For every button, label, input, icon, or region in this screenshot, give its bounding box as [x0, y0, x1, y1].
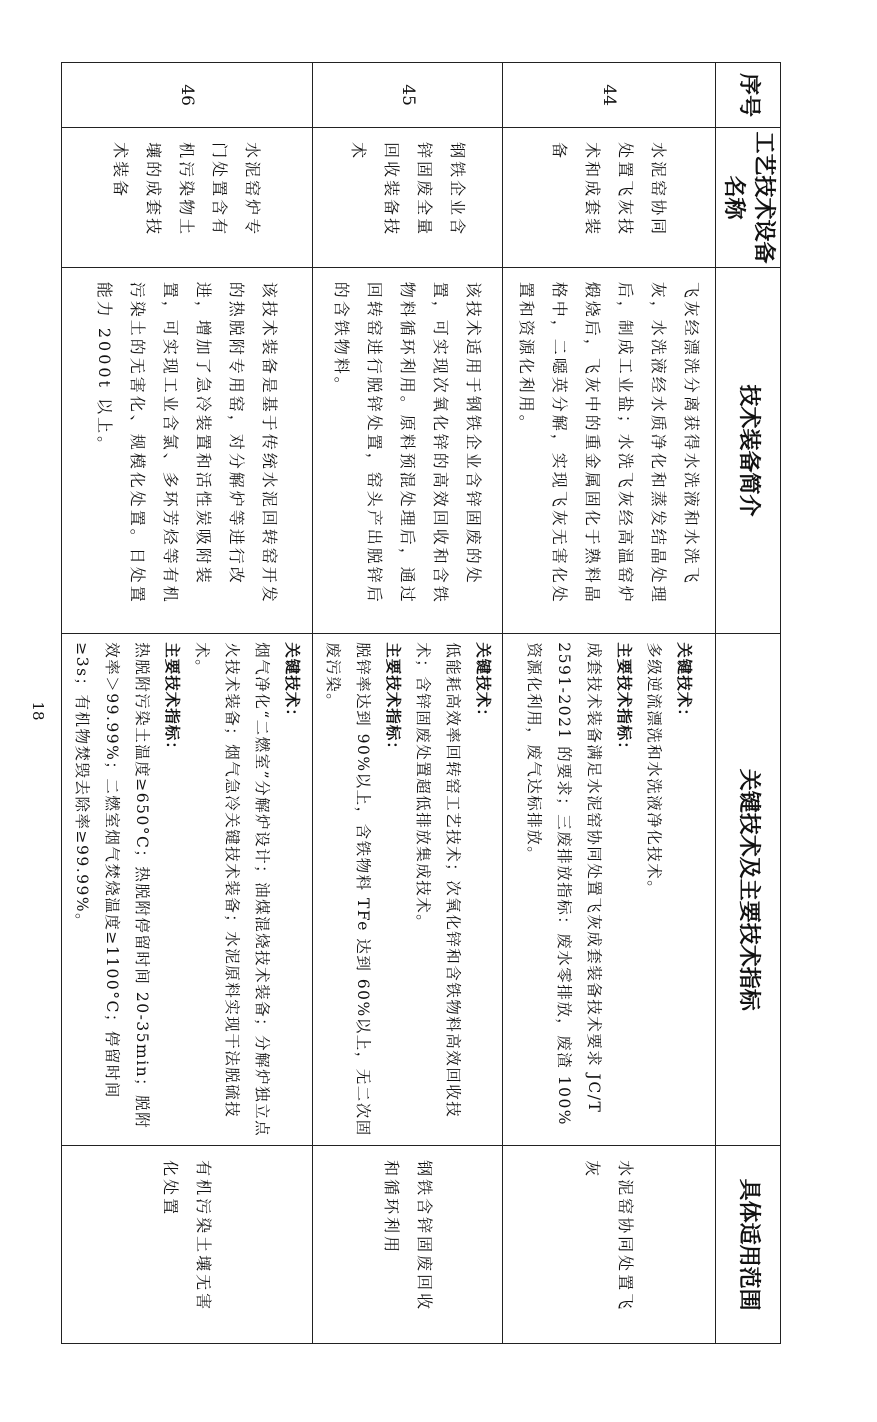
row-intro: 该技术装备是基于传统水泥回转窑开发的热脱附专用窑，对分解炉等进行改进，增加了急冷装置和活性炭吸附装置，可实现工业含氯、多环芳烃等有机污染土的无害化、规模化处置。日处置能力 2000t 以上。 — [94, 281, 279, 605]
row-no: 44 — [503, 63, 716, 128]
indicator-text: 脱锌率达到 90%以上，含铁物料 TFe 达到 60%以上，无二次固废污染。 — [323, 642, 372, 1137]
row-intro: 飞灰经漂洗分离获得水洗液和水洗飞灰，水洗液经水质净化和蒸发结晶处理后，制成工业盐；水洗飞灰经高温窑炉煅烧后，飞灰中的重金属固化于熟料晶格中，二噁英分解，实现飞灰无害化处置和资源化利用。 — [517, 281, 702, 605]
row-name: 水泥窑炉专门处置含有机污染物土壤的成套技术装备 — [111, 142, 263, 238]
indicator-label: 主要技术指标： — [615, 642, 634, 758]
row-scope: 水泥窑协同处置飞灰 — [583, 1160, 636, 1313]
key-tech-label: 关键技术： — [675, 642, 694, 725]
table-row — [312, 63, 502, 1344]
row-intro-cell — [62, 267, 313, 633]
header-tech: 关键技术及主要技术指标 — [716, 634, 781, 1146]
row-scope-cell — [312, 1146, 502, 1344]
row-tech-cell — [62, 634, 313, 1146]
header-no: 序号 — [716, 63, 781, 128]
row-tech-cell — [503, 634, 716, 1146]
row-intro-cell — [503, 267, 716, 633]
key-tech-text: 多级逆流漂洗和水洗液净化技术。 — [645, 642, 664, 898]
indicator-text: 热脱附污染土温度≥650°C；热脱附停留时间 20-35min；脱附效率＞99.99%；二燃室烟气焚烧温度≥1100°C；停留时间≥3s；有机物焚毁去除率≥99.99%。 — [72, 642, 151, 1130]
table-row — [62, 63, 313, 1344]
key-tech-label: 关键技术： — [473, 642, 492, 725]
table-header-row — [716, 63, 781, 1344]
indicator-text: 成套技术装备满足水泥窑协同处置飞灰成套装备技术要求 JC/T 2591-2021 的要求；三废排放指标：废水零排放，废渣 100%资源化利用，废气达标排放。 — [525, 642, 604, 1127]
indicator-label: 主要技术指标： — [383, 642, 402, 758]
technology-table — [61, 62, 781, 1344]
row-scope: 钢铁含锌固废回收和循环利用 — [381, 1160, 434, 1313]
key-tech-label: 关键技术： — [282, 642, 301, 725]
page-number: 18 — [29, 701, 47, 721]
row-scope-cell — [503, 1146, 716, 1344]
row-no: 46 — [62, 63, 313, 128]
key-tech-text: 低能耗高效率回转窑工艺技术；次氧化锌和含铁物料高效回收技术；含锌固废处置超低排放集成技术。 — [413, 642, 462, 1119]
header-name: 工艺技术设备名称 — [716, 128, 781, 268]
table-row — [503, 63, 716, 1344]
row-name-cell — [62, 128, 313, 268]
row-scope: 有机污染土壤无害化处置 — [160, 1160, 213, 1313]
row-scope-cell — [62, 1146, 313, 1344]
header-scope: 具体适用范围 — [716, 1146, 781, 1344]
row-tech-cell — [312, 634, 502, 1146]
row-no: 45 — [312, 63, 502, 128]
header-intro: 技术装备简介 — [716, 267, 781, 633]
indicator-label: 主要技术指标： — [162, 642, 181, 758]
key-tech-text: 烟气净化“二燃室”分解炉设计；油煤混烧技术装备；分解炉独立点火技术装备；烟气急冷关键技术装备；水泥原料实现干法脱硫技术。 — [192, 642, 271, 1138]
row-intro: 该技术适用于钢铁企业含锌固废的处置，可实现次氧化锌的高效回收和含铁物料循环利用。原料预混处理后，通过回转窑进行脱锌处置，窑头产出脱锌后的含铁物料。 — [332, 281, 484, 605]
row-name-cell — [503, 128, 716, 268]
row-name-cell — [312, 128, 502, 268]
row-name: 水泥窑协同处置飞灰技术和成套装备 — [550, 142, 669, 238]
row-intro-cell — [312, 267, 502, 633]
row-name: 钢铁企业含锌固废全量回收装备技术 — [348, 142, 467, 238]
